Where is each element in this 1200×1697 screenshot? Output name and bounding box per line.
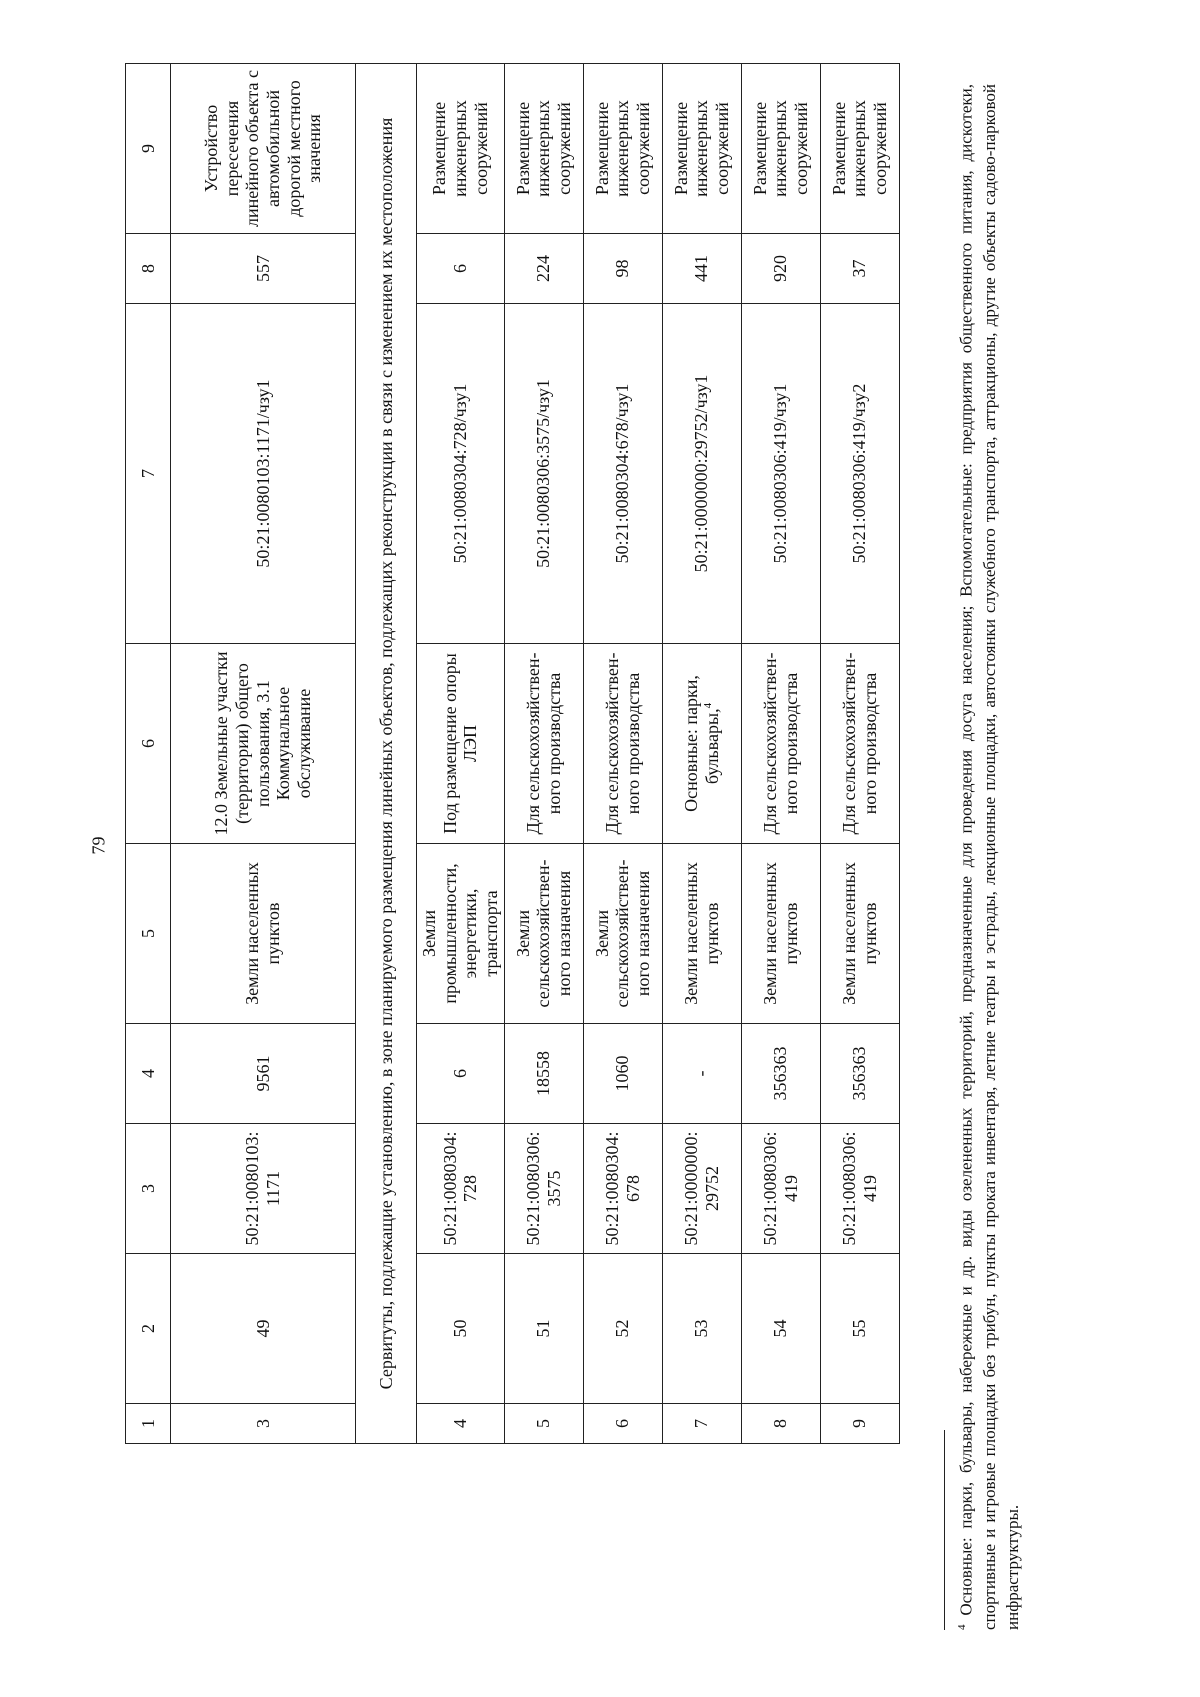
cell-land-category: Земли промышленности, энергетики, транспорта bbox=[417, 844, 505, 1024]
cell-permitted-use: 12.0 Земельные участки (территории) общего пользования, 3.1 Коммунальное обслуживание bbox=[171, 644, 356, 844]
footnote-marker: 4 bbox=[956, 1624, 968, 1630]
header-cell: 4 bbox=[126, 1024, 171, 1124]
footnote-divider bbox=[944, 1430, 945, 1630]
permitted-use-text: Для сельскохозяйствен-ного производства bbox=[760, 652, 801, 835]
header-cell: 3 bbox=[126, 1124, 171, 1254]
cell-land-category: Земли населенных пунктов bbox=[171, 844, 356, 1024]
footnote-text: Основные: парки, бульвары, набережные и др. виды озелененных территорий, предназначенные для проведения досуга населения; Вспомогательные: предприятия общественного питания, дискотеки, спортивные и игровые площадки без трибун, пункты проката инвентаря, летние театры и эстрады, лекционные площадки, автостоянки служебного транспорта, аттракционы, другие объекты садово-парковой инфраструктуры. bbox=[956, 83, 1022, 1630]
table-row bbox=[820, 64, 899, 1444]
cell-index: 50 bbox=[417, 1254, 505, 1404]
section-row bbox=[356, 64, 417, 1444]
table-row bbox=[583, 64, 662, 1444]
header-row bbox=[126, 64, 171, 1444]
cell-purpose: Размещение инженерных сооружений bbox=[662, 64, 741, 234]
permitted-use-text: Под размещение опоры ЛЭП bbox=[439, 653, 481, 834]
cell-permitted-use bbox=[504, 644, 583, 844]
cell-land-category: Земли населенных пунктов bbox=[741, 844, 820, 1024]
cell-part-area: 920 bbox=[741, 234, 820, 304]
cell-land-category: Земли сельскохозяйствен-ного назначения bbox=[504, 844, 583, 1024]
cell-purpose: Устройство пересечения линейного объекта с автомобильной дорогой местного значения bbox=[171, 64, 356, 234]
cell-cadastral-number: 50:21:0080304: 678 bbox=[583, 1124, 662, 1254]
cell-permitted-use bbox=[820, 644, 899, 844]
cell-area: 18558 bbox=[504, 1024, 583, 1124]
cell-number: 8 bbox=[741, 1404, 820, 1444]
cell-index: 52 bbox=[583, 1254, 662, 1404]
cell-part-area: 557 bbox=[171, 234, 356, 304]
cell-index: 49 bbox=[171, 1254, 356, 1404]
cell-land-category: Земли сельскохозяйствен-ного назначения bbox=[583, 844, 662, 1024]
header-cell: 6 bbox=[126, 644, 171, 844]
cell-part-number: 50:21:0080306:419/чзу1 bbox=[741, 304, 820, 644]
cell-purpose: Размещение инженерных сооружений bbox=[583, 64, 662, 234]
page-number: 79 bbox=[88, 836, 109, 855]
cell-cadastral-number: 50:21:0080306: 419 bbox=[741, 1124, 820, 1254]
cell-area: 356363 bbox=[741, 1024, 820, 1124]
cell-area: 356363 bbox=[820, 1024, 899, 1124]
cell-purpose: Размещение инженерных сооружений bbox=[741, 64, 820, 234]
cell-index: 51 bbox=[504, 1254, 583, 1404]
header-cell: 8 bbox=[126, 234, 171, 304]
cell-cadastral-number: 50:21:0080103: 1171 bbox=[171, 1124, 356, 1254]
cell-land-category: Земли населенных пунктов bbox=[662, 844, 741, 1024]
cell-cadastral-number: 50:21:0080306: 419 bbox=[820, 1124, 899, 1254]
cell-cadastral-number: 50:21:0080304: 728 bbox=[417, 1124, 505, 1254]
cell-number: 5 bbox=[504, 1404, 583, 1444]
table-region bbox=[125, 64, 891, 1444]
cell-number: 7 bbox=[662, 1404, 741, 1444]
cell-permitted-use bbox=[741, 644, 820, 844]
table-row bbox=[741, 64, 820, 1444]
cell-area: 1060 bbox=[583, 1024, 662, 1124]
header-cell: 5 bbox=[126, 844, 171, 1024]
footnote-reference: 4 bbox=[701, 702, 714, 709]
section-title: Сервитуты, подлежащие установлению, в зоне планируемого размещения линейных объектов, подлежащих реконструкции в связи с изменением их местоположения bbox=[356, 64, 417, 1444]
cell-permitted-use bbox=[583, 644, 662, 844]
cell-number: 4 bbox=[417, 1404, 505, 1444]
cell-part-area: 98 bbox=[583, 234, 662, 304]
cell-land-category: Земли населенных пунктов bbox=[820, 844, 899, 1024]
header-cell: 7 bbox=[126, 304, 171, 644]
permitted-use-text: Для сельскохозяйствен-ного производства bbox=[839, 652, 880, 835]
permitted-use-text: Для сельскохозяйствен-ного производства bbox=[602, 652, 643, 835]
cell-part-number: 50:21:0080304:678/чзу1 bbox=[583, 304, 662, 644]
cell-part-number: 50:21:0080304:728/чзу1 bbox=[417, 304, 505, 644]
header-cell: 2 bbox=[126, 1254, 171, 1404]
cell-permitted-use bbox=[662, 644, 741, 844]
cell-part-area: 37 bbox=[820, 234, 899, 304]
cell-cadastral-number: 50:21:0080306: 3575 bbox=[504, 1124, 583, 1254]
cell-part-number: 50:21:0080306:3575/чзу1 bbox=[504, 304, 583, 644]
table-row bbox=[504, 64, 583, 1444]
cell-area: 6 bbox=[417, 1024, 505, 1124]
cell-part-number: 50:21:0000000:29752/чзу1 bbox=[662, 304, 741, 644]
cell-index: 54 bbox=[741, 1254, 820, 1404]
cell-area: - bbox=[662, 1024, 741, 1124]
permitted-use-text: Для сельскохозяйствен-ного производства bbox=[523, 652, 564, 835]
cell-number: 3 bbox=[171, 1404, 356, 1444]
servitude-table bbox=[125, 63, 900, 1444]
permitted-use-text: Основные: парки, бульвары, bbox=[681, 675, 722, 812]
cell-purpose: Размещение инженерных сооружений bbox=[504, 64, 583, 234]
cell-index: 55 bbox=[820, 1254, 899, 1404]
footnote-region bbox=[940, 64, 1110, 1630]
cell-part-area: 6 bbox=[417, 234, 505, 304]
cell-part-number: 50:21:0080103:1171/чзу1 bbox=[171, 304, 356, 644]
header-cell: 1 bbox=[126, 1404, 171, 1444]
cell-permitted-use bbox=[417, 644, 505, 844]
footnote bbox=[955, 64, 1024, 1630]
header-cell: 9 bbox=[126, 64, 171, 234]
cell-part-area: 224 bbox=[504, 234, 583, 304]
table-row bbox=[171, 64, 356, 1444]
cell-purpose: Размещение инженерных сооружений bbox=[820, 64, 899, 234]
cell-index: 53 bbox=[662, 1254, 741, 1404]
cell-part-area: 441 bbox=[662, 234, 741, 304]
cell-part-number: 50:21:0080306:419/чзу2 bbox=[820, 304, 899, 644]
cell-number: 9 bbox=[820, 1404, 899, 1444]
cell-number: 6 bbox=[583, 1404, 662, 1444]
cell-purpose: Размещение инженерных сооружений bbox=[417, 64, 505, 234]
cell-cadastral-number: 50:21:0000000: 29752 bbox=[662, 1124, 741, 1254]
table-row bbox=[662, 64, 741, 1444]
cell-area: 9561 bbox=[171, 1024, 356, 1124]
table-row bbox=[417, 64, 505, 1444]
